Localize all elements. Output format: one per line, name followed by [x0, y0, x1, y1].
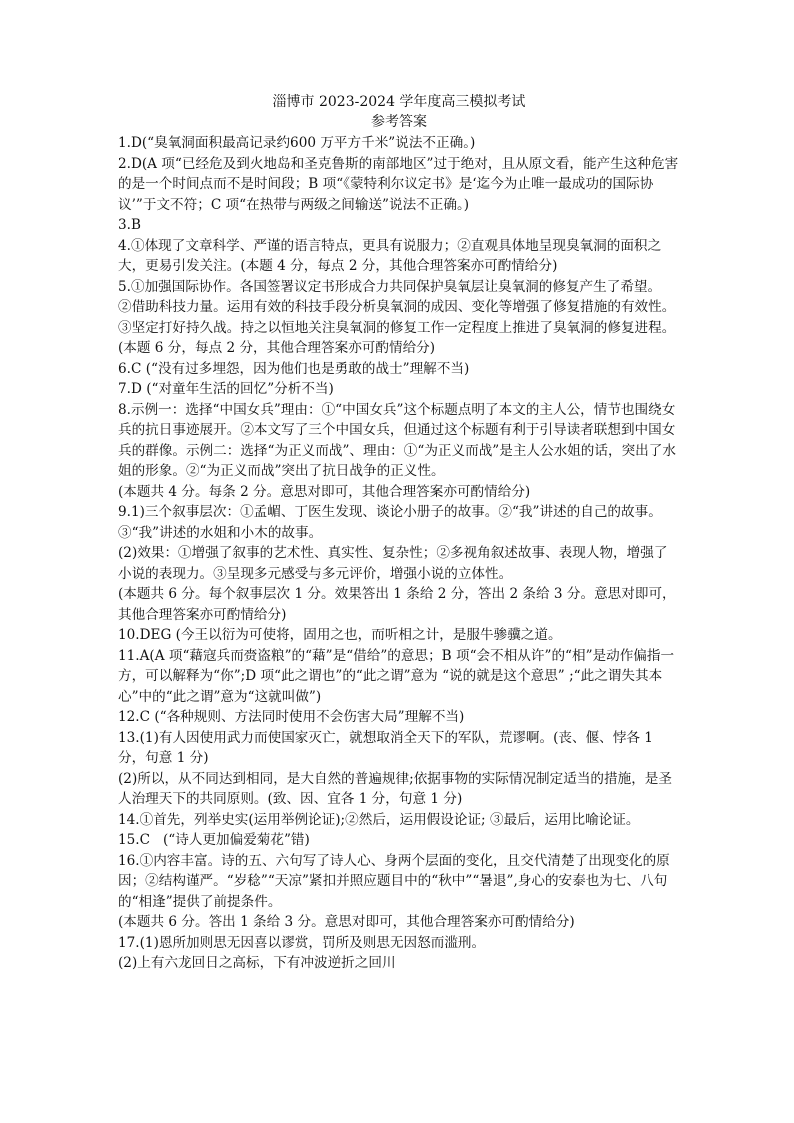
page-subtitle: 参考答案	[371, 114, 427, 130]
answer-16-scoring: (本题共 6 分。答出 1 条给 3 分。意思对即可，其他合理答案亦可酌情给分)	[118, 914, 575, 930]
answer-3: 3.B	[118, 217, 141, 233]
answer-9-part-1: 9.1)三个叙事层次：①孟嵋、丁医生发现、谈论小册子的故事。②“我”讲述的自己的故事。③“我”讲述的水姐和小木的故事。	[118, 504, 662, 541]
answer-2: 2.D(A 项“已经危及到火地岛和圣克鲁斯的南部地区”过于绝对，且从原文看，能产生这种危害的是一个时间点而不是时间段；B 项“《蒙特利尔议定书》是‘迄今为止唯一最成功的国际协议’”于文不符；C 项“在热带与两级之间输送”说法不正确。)	[118, 155, 679, 213]
answer-11: 11.A(A 项“藉寇兵而赍盗粮”的“藉”是“借给”的意思；B 项“会不相从许”的“相”是动作偏指一方，可以解释为“你”;D 项“此之谓也”的“此之谓”意为 “说的就是这个意思” ;“此之谓失其本心”中的“此之谓”意为“这就叫做”)	[118, 647, 675, 705]
answer-5-part-2: ②借助科技力量。运用有效的科技手段分析臭氧洞的成因、变化等增强了修复措施的有效性。③坚定打好持久战。持之以恒地关注臭氧洞的修复工作一定程度上推进了臭氧洞的修复进程。(本题 6 分，每点 2 分，其他合理答案亦可酌情给分)	[118, 299, 676, 356]
answer-list	[118, 133, 680, 974]
answer-4: 4.①体现了文章科学、严谨的语言特点，更具有说服力；②直观具体地呈现臭氧洞的面积之大，更易引发关注。(本题 4 分，每点 2 分，其他合理答案亦可酌情给分)	[118, 237, 662, 274]
answer-8: 8.示例一：选择“中国女兵”理由：①“中国女兵”这个标题点明了本文的主人公，情节也围绕女兵的抗日事迹展开。②本文写了三个中国女兵，但通过这个标题有利于引导读者联想到中国女兵的群像。示例二：选择“为正义而战”、理由：①“为正义而战”是主人公水姐的话，突出了水姐的形象。②“为正义而战”突出了抗日战争的正义性。	[118, 401, 676, 479]
answer-10: 10.DEG (今王以衍为可使将，固用之也，而听相之计，是服牛骖骥之道。	[118, 627, 562, 643]
answer-1: 1.D(“臭氧洞面积最高记录约600 万平方千米”说法不正确。)	[118, 135, 476, 151]
answer-6: 6.C (“没有过多埋怨，因为他们也是勇敢的战士”理解不当)	[118, 360, 470, 377]
answer-9-scoring: (本题共 6 分。每个叙事层次 1 分。效果答出 1 条给 2 分，答出 2 条给 3 分。意思对即可，其他合理答案亦可酌情给分)	[118, 586, 676, 623]
answer-8-scoring: (本题共 4 分。每条 2 分。意思对即可，其他合理答案亦可酌情给分)	[118, 483, 531, 500]
page-title: 淄博市 2023-2024 学年度高三模拟考试	[272, 94, 526, 110]
answer-7: 7.D (“对童年生活的回忆”分析不当)	[118, 381, 334, 397]
answer-sheet	[118, 92, 680, 974]
answer-5-part-1: 5.①加强国际协作。各国签署议定书形成合力共同保护臭氧层让臭氧洞的修复产生了希望。	[118, 278, 662, 295]
answer-9-part-2: (2)效果：①增强了叙事的艺术性、真实性、复杂性；②多视角叙述故事、表现人物，增强了小说的表现力。③呈现多元感受与多元评价，增强小说的立体性。	[118, 545, 668, 582]
answer-12: 12.C (“各种规则、方法同时使用不会伤害大局”理解不当)	[118, 709, 465, 725]
answer-17-part-2: (2)上有六龙回日之高标，下有冲波逆折之回川	[118, 955, 396, 971]
answer-15: 15.C (“诗人更加偏爱菊花”错)	[118, 832, 310, 848]
answer-13-part-2: (2)所以，从不同达到相同，是大自然的普遍规律;依据事物的实际情况制定适当的措施，是圣人治理天下的共同原则。(致、因、宜各 1 分，句意 1 分)	[118, 770, 672, 807]
answer-14: 14.①首先，列举史实(运用举例论证);②然后，运用假设论证; ③最后，运用比喻论证。	[118, 811, 640, 828]
answer-16: 16.①内容丰富。诗的五、六句写了诗人心、身两个层面的变化，且交代清楚了出现变化的原因；②结构谨严。“岁稔”“天凉”紧扣并照应题目中的“秋中”“暑退”,身心的安泰也为七、八句的“相逢”提供了前提条件。	[118, 852, 670, 910]
answer-17-part-1: 17.(1)恩所加则思无因喜以谬赏，罚所及则思无因怒而滥刑。	[118, 934, 486, 951]
answer-13-part-1: 13.(1)有人因使用武力而使国家灭亡，就想取消全天下的军队，荒谬啊。(丧、偃、悖各 1 分，句意 1 分)	[118, 729, 658, 766]
